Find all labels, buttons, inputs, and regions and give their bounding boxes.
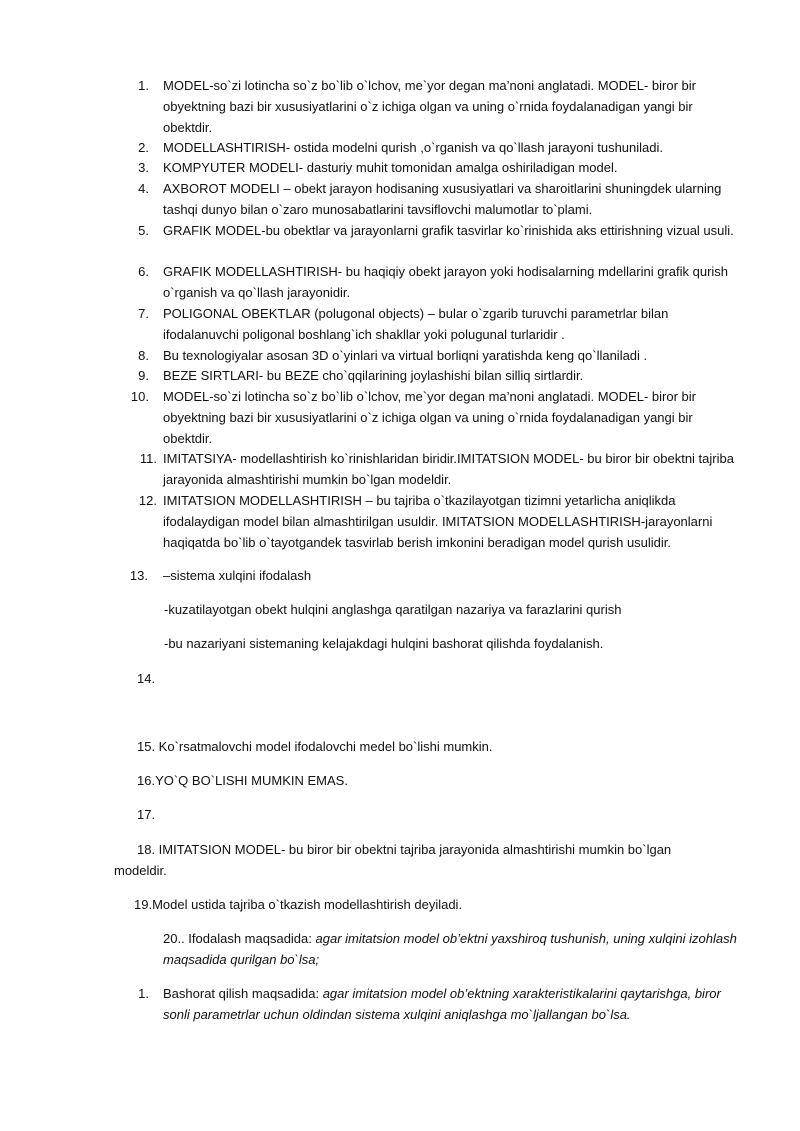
list-item: GRAFIK MODEL-bu obektlar va jarayonlarni grafik tasvirlar ko`rinishida aks ettirishning vizual usuli. (163, 223, 734, 238)
list-item: BEZE SIRTLARI- bu BEZE cho`qqilarining joylashishi bilan silliq sirtlardir. (163, 368, 584, 383)
paragraph: 18. IMITATSION MODEL- bu biror bir obektni tajriba jarayonida almashtirishi mumkin bo`lgan (137, 842, 672, 857)
list-number: 12. (138, 493, 157, 508)
paragraph: 15. Ko`rsatmalovchi model ifodalovchi medel bo`lishi mumkin. (137, 739, 493, 754)
list-number: 1. (138, 78, 149, 93)
list-item: MODEL-so`zi lotincha so`z bo`lib o`lchov, me`yor degan ma’noni anglatadi. MODEL- biror bir obyektning bazi bir xususiyatlarini o`z ichiga olgan va uning o`rnida foydalanadigan yangi bir obektdir. (163, 389, 696, 446)
paragraph-item-20 (163, 929, 743, 971)
list-number: 11. (139, 451, 157, 466)
list-item: –sistema xulqini ifodalash (163, 568, 312, 583)
final-item-label: Bashorat qilish maqsadida: (163, 986, 323, 1001)
list-number: 1. (138, 986, 149, 1001)
item-20-italic: agar imitatsion model ob’ektni yaxshiroq tushunish, uning xulqini izohlash maqsadida qurilgan bo`lsa; (163, 931, 737, 967)
list-number: 10. (130, 389, 149, 404)
sub-paragraph: -kuzatilayotgan obekt hulqini anglashga qaratilgan nazariya va farazlarini qurish (164, 602, 622, 617)
item-20-label: 20.. Ifodalash maqsadida: (163, 931, 316, 946)
paragraph: 14. (137, 671, 156, 686)
list-item: IMITATSION MODELLASHTIRISH – bu tajriba o`tkazilayotgan tizimni yetarlicha aniqlikda ifodalaydigan model bilan almashtirilgan usuldir. IMITATSION MODELLASHTIRISH-jarayonlarni haqiqatda bo`lib o`tayotgandek tasvirlab berish imkonini beradigan model qurish usulidir. (163, 493, 713, 550)
list-item: POLIGONAL OBEKTLAR (polugonal objects) – bular o`zgarib turuvchi parametrlar bilan ifodalanuvchi poligonal boshlang`ich shakllar yoki polugunal turlaridir . (163, 306, 669, 342)
list-item: GRAFIK MODELLASHTIRISH- bu haqiqiy obekt jarayon yoki hodisalarning mdellarini grafik qurish o`rganish va qo`llash jarayonidir. (163, 264, 729, 300)
list-number: 8. (138, 348, 149, 363)
list-item-final (163, 984, 743, 1026)
list-number: 4. (138, 181, 149, 196)
list-number: 2. (138, 140, 149, 155)
list-item: AXBOROT MODELI – obekt jarayon hodisaning xususiyatlari va sharoitlarini shuningdek ularning tashqi dunyo bilan o`zaro munosabatlarini tavsiflovchi malumotlar to`plami. (163, 181, 722, 217)
list-item: MODELLASHTIRISH- ostida modelni qurish ,o`rganish va qo`llash jarayoni tushuniladi. (163, 140, 664, 155)
list-item: Bu texnologiyalar asosan 3D o`yinlari va virtual borliqni yaratishda keng qo`llaniladi . (163, 348, 648, 363)
list-number: 7. (138, 306, 149, 321)
final-item-italic: agar imitatsion model ob’ektning xarakteristikalarini qaytarishga, biror sonli parametrlar uchun oldindan sistema xulqini aniqlashga mo`ljallangan bo`lsa. (163, 986, 721, 1022)
list-item: KOMPYUTER MODELI- dasturiy muhit tomonidan amalga oshiriladigan model. (163, 160, 618, 175)
paragraph: 17. (137, 807, 156, 822)
list-number: 13. (129, 568, 148, 583)
paragraph: 16.YO`Q BO`LISHI MUMKIN EMAS. (137, 773, 348, 788)
list-number: 5. (138, 223, 149, 238)
paragraph-continuation: modeldir. (114, 863, 167, 878)
list-number: 6. (138, 264, 149, 279)
list-item: IMITATSIYA- modellashtirish ko`rinishlaridan biridir.IMITATSION MODEL- bu biror bir obektni tajriba jarayonida almashtirishi mumkin bo`lgan modeldir. (163, 451, 734, 487)
list-number: 3. (138, 160, 149, 175)
sub-paragraph: -bu nazariyani sistemaning kelajakdagi hulqini bashorat qilishda foydalanish. (164, 636, 604, 651)
list-item: MODEL-so`zi lotincha so`z bo`lib o`lchov, me`yor degan ma’noni anglatadi. MODEL- biror bir obyektning bazi bir xususiyatlarini o`z ichiga olgan va uning o`rnida foydalanadigan yangi bir obektdir. (163, 78, 696, 135)
list-number: 9. (138, 368, 149, 383)
paragraph: 19.Model ustida tajriba o`tkazish modellashtirish deyiladi. (134, 897, 463, 912)
